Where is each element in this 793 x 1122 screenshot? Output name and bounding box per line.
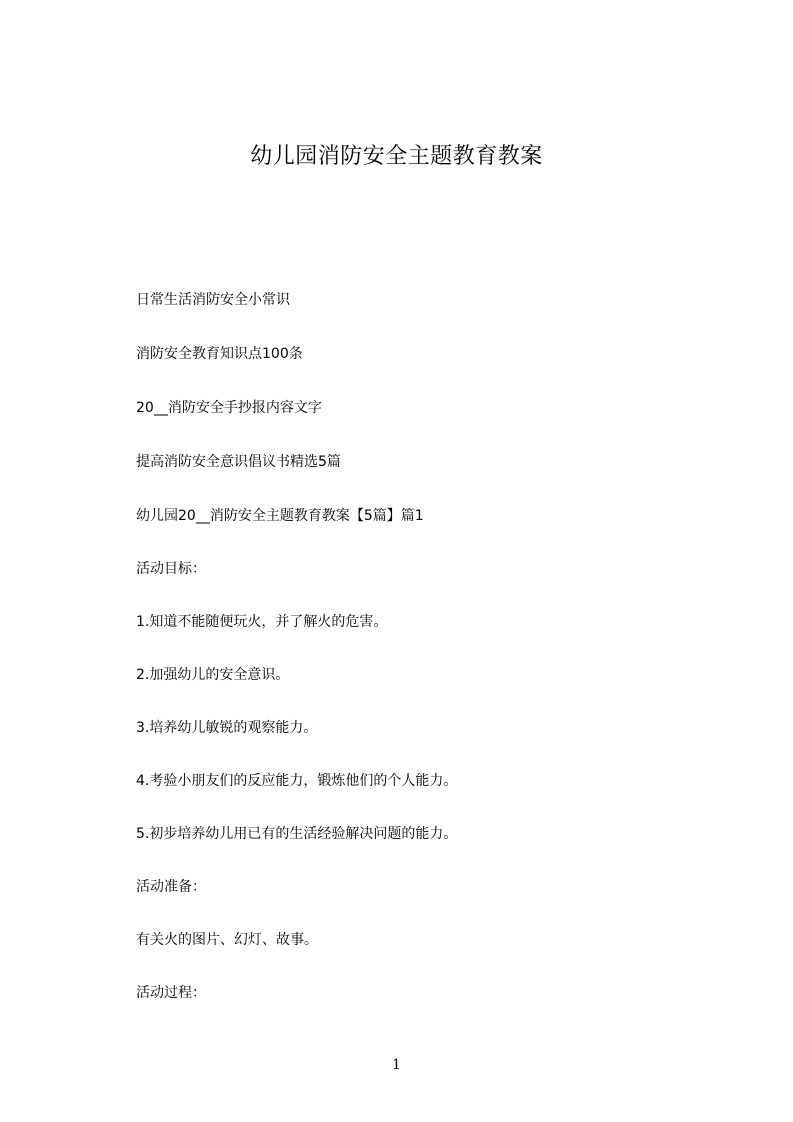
related-link-4: 提高消防安全意识倡议书精选5篇 <box>136 454 341 470</box>
related-link-3: 20__消防安全手抄报内容文字 <box>136 400 322 416</box>
related-link-1: 日常生活消防安全小常识 <box>136 292 290 308</box>
page-number: 1 <box>392 1057 401 1073</box>
objective-item-3: 3.培养幼儿敏锐的观察能力。 <box>136 720 318 736</box>
objective-item-4: 4.考验小朋友们的反应能力，锻炼他们的个人能力。 <box>136 773 458 789</box>
objective-item-2: 2.加强幼儿的安全意识。 <box>136 667 290 683</box>
preparation-heading: 活动准备： <box>136 879 206 895</box>
document-title: 幼儿园消防安全主题教育教案 <box>250 144 543 169</box>
objectives-heading: 活动目标： <box>136 561 206 577</box>
process-heading: 活动过程： <box>136 985 206 1001</box>
preparation-text: 有关火的图片、幻灯、故事。 <box>136 932 318 948</box>
section-heading: 幼儿园20__消防安全主题教育教案【5篇】篇1 <box>136 508 424 524</box>
objective-item-1: 1.知道不能随便玩火，并了解火的危害。 <box>136 614 388 630</box>
related-link-2: 消防安全教育知识点100条 <box>136 346 303 362</box>
objective-item-5: 5.初步培养幼儿用已有的生活经验解决问题的能力。 <box>136 826 458 842</box>
